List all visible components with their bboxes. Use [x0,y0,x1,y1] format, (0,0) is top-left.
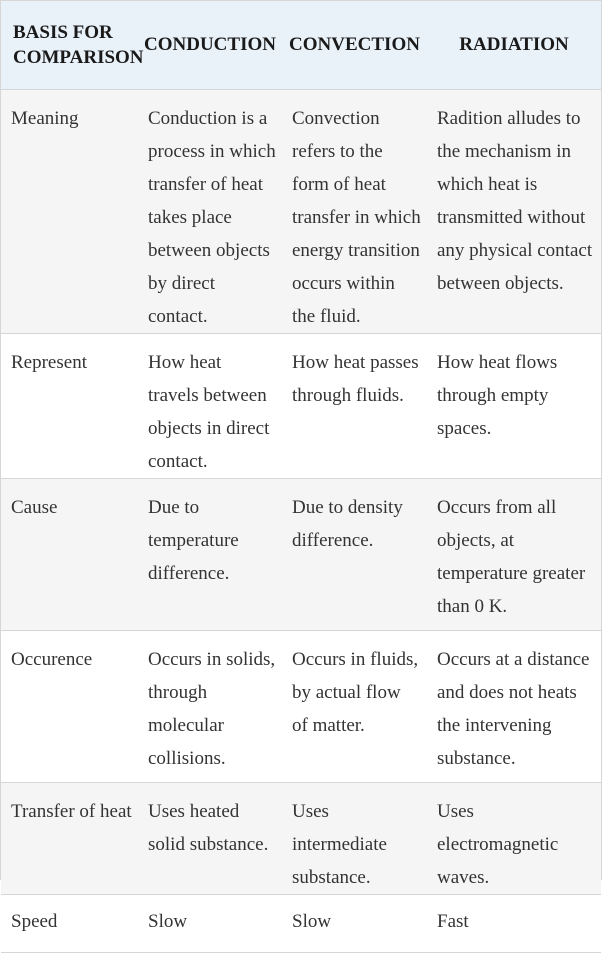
table-row [1,478,601,630]
convection-cell: Occurs in fluids, by actual flow of matter. [282,630,427,782]
header-radiation: RADIATION [427,1,601,89]
convection-cell: How heat passes through fluids. [282,333,427,478]
table-body [1,89,601,952]
radiation-cell: Uses electromagnetic waves. [427,782,601,894]
table-row [1,630,601,782]
radiation-cell: How heat flows through empty spaces. [427,333,601,478]
conduction-cell: Uses heated solid substance. [138,782,282,894]
table-row [1,894,601,952]
convection-cell: Slow [282,894,427,952]
row-basis-cell: Meaning [1,89,138,333]
radiation-cell: Occurs from all objects, at temperature greater than 0 K. [427,478,601,630]
header-basis: BASIS FOR COMPARISON [1,1,138,89]
table-header [1,1,601,89]
header-row [1,1,601,89]
convection-cell: Uses intermediate substance. [282,782,427,894]
convection-cell: Convection refers to the form of heat transfer in which energy transition occurs within the fluid. [282,89,427,333]
convection-cell: Due to density difference. [282,478,427,630]
conduction-cell: Occurs in solids, through molecular collisions. [138,630,282,782]
conduction-cell: How heat travels between objects in direct contact. [138,333,282,478]
comparison-table [1,1,601,953]
row-basis-cell: Speed [1,894,138,952]
header-convection: CONVECTION [282,1,427,89]
radiation-cell: Radition alludes to the mechanism in which heat is transmitted without any physical contact between objects. [427,89,601,333]
row-basis-cell: Cause [1,478,138,630]
radiation-cell: Occurs at a distance and does not heats the intervening substance. [427,630,601,782]
conduction-cell: Slow [138,894,282,952]
table-row [1,89,601,333]
table-row [1,782,601,894]
row-basis-cell: Represent [1,333,138,478]
conduction-cell: Conduction is a process in which transfer of heat takes place between objects by direct contact. [138,89,282,333]
row-basis-cell: Transfer of heat [1,782,138,894]
header-conduction: CONDUCTION [138,1,282,89]
table-row [1,333,601,478]
conduction-cell: Due to temperature difference. [138,478,282,630]
row-basis-cell: Occurence [1,630,138,782]
radiation-cell: Fast [427,894,601,952]
